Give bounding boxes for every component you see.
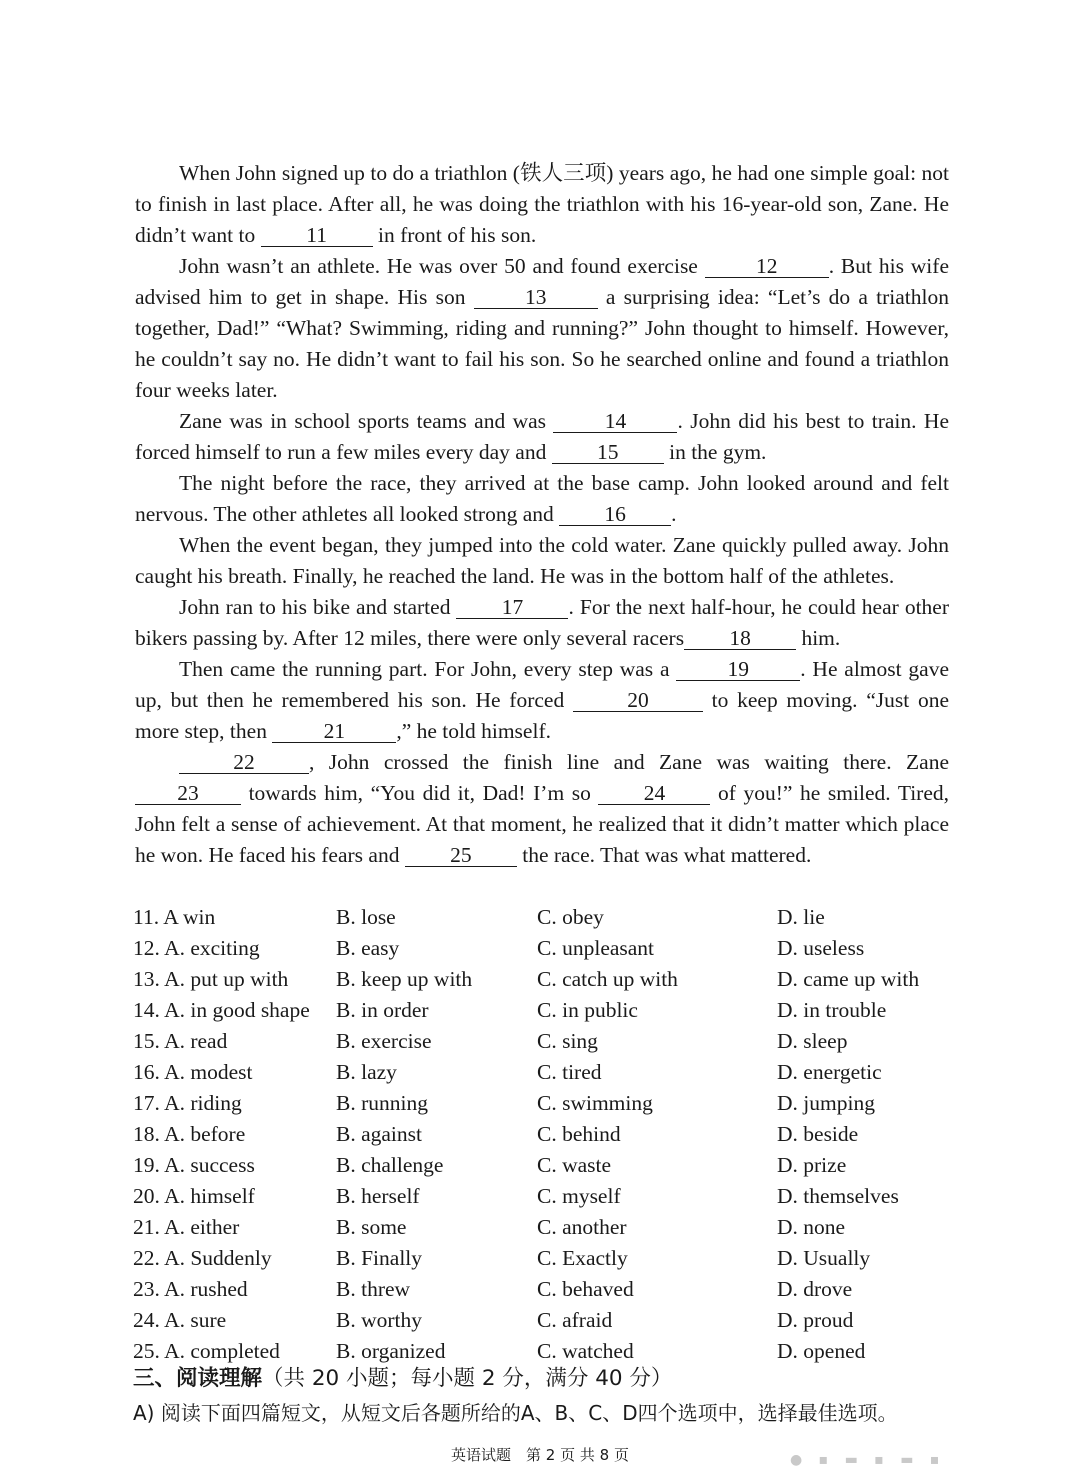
paragraph-text: When John signed up to do a triathlon (铁人三项) years ago, he had one simple goal: not to finish in last place. After all, he was doing the triathlon with his 16-year-old son, Zane. He didn’t want to bbox=[135, 161, 949, 247]
option-c: C. unpleasant bbox=[537, 936, 655, 960]
option-b: B. herself bbox=[336, 1184, 420, 1208]
blank-21: 21 bbox=[272, 720, 396, 743]
paragraph-4 bbox=[135, 468, 949, 530]
paragraph-text: John wasn’t an athlete. He was over 50 and found exercise bbox=[179, 254, 705, 278]
paragraph-text: of you!” he smiled. Tired, John felt a sense of achievement. At that moment, he realized that it didn’t matter which place he won. He faced his fears and bbox=[135, 781, 949, 867]
option-c: C. behind bbox=[537, 1122, 621, 1146]
option-d: D. Usually bbox=[777, 1246, 871, 1270]
paragraph-text: in the gym. bbox=[663, 440, 767, 464]
option-c: C. obey bbox=[537, 905, 604, 929]
paragraph-text: . bbox=[671, 502, 677, 526]
option-c: C. sing bbox=[537, 1029, 598, 1053]
option-d: D. opened bbox=[777, 1339, 866, 1363]
option-b: B. lazy bbox=[336, 1060, 397, 1084]
blank-11: 11 bbox=[261, 224, 373, 247]
option-a: 18. A. before bbox=[133, 1122, 246, 1146]
option-b: B. organized bbox=[336, 1339, 446, 1363]
paragraph-1 bbox=[135, 158, 949, 251]
option-d: D. energetic bbox=[777, 1060, 882, 1084]
option-c: C. afraid bbox=[537, 1308, 613, 1332]
option-b: B. easy bbox=[336, 936, 400, 960]
cloze-passage bbox=[135, 158, 949, 871]
option-d: D. useless bbox=[777, 936, 865, 960]
paragraph-text: Then came the running part. For John, every step was a bbox=[179, 657, 677, 681]
option-a: 22. A. Suddenly bbox=[133, 1246, 272, 1270]
option-c: C. behaved bbox=[537, 1277, 634, 1301]
option-a: 16. A. modest bbox=[133, 1060, 253, 1084]
paragraph-text: a surprising idea: “Let’s do a triathlon together, Dad!” “What? Swimming, riding and running?” John thought to himself. However, he couldn’t say no. He didn’t want to fail his son. So he searched online and found a triathlon four weeks later. bbox=[135, 285, 949, 402]
question-20-options bbox=[133, 1181, 953, 1212]
blank-14: 14 bbox=[553, 410, 677, 433]
option-b: B. threw bbox=[336, 1277, 411, 1301]
question-17-options bbox=[133, 1088, 953, 1119]
paragraph-text: , John crossed the finish line and Zane was waiting there. Zane bbox=[309, 750, 949, 774]
section-title: 三、阅读理解 bbox=[133, 1366, 263, 1391]
option-a: 20. A. himself bbox=[133, 1184, 255, 1208]
paragraph-text: in front of his son. bbox=[372, 223, 537, 247]
paragraph-text: The night before the race, they arrived at the base camp. John looked around and felt nervous. The other athletes all looked strong and bbox=[135, 471, 949, 526]
option-b: B. worthy bbox=[336, 1308, 422, 1332]
option-c: C. catch up with bbox=[537, 967, 678, 991]
option-c: C. watched bbox=[537, 1339, 634, 1363]
blank-24: 24 bbox=[598, 782, 710, 805]
paragraph-text: When the event began, they jumped into the cold water. Zane quickly pulled away. John caught his breath. Finally, he reached the land. He was in the bottom half of the athletes. bbox=[135, 533, 949, 588]
section-note: （共 20 小题；每小题 2 分，满分 40 分） bbox=[262, 1366, 673, 1391]
option-d: D. none bbox=[777, 1215, 846, 1239]
question-22-options bbox=[133, 1243, 953, 1274]
option-a: 24. A. sure bbox=[133, 1308, 227, 1332]
question-18-options bbox=[133, 1119, 953, 1150]
paragraph-text: Zane was in school sports teams and was bbox=[179, 409, 554, 433]
paragraph-text: . He almost gave up, but then he remembered his son. He forced bbox=[135, 657, 949, 712]
section-heading bbox=[133, 1363, 672, 1395]
option-d: D. in trouble bbox=[777, 998, 887, 1022]
option-b: B. challenge bbox=[336, 1153, 444, 1177]
option-d: D. themselves bbox=[777, 1184, 899, 1208]
blank-22: 22 bbox=[179, 751, 309, 774]
option-c: C. Exactly bbox=[537, 1246, 628, 1270]
blank-13: 13 bbox=[474, 286, 598, 309]
paragraph-text: . For the next half-hour, he could hear other bikers passing by. After 12 miles, there were only several racers bbox=[135, 595, 949, 650]
option-c: C. swimming bbox=[537, 1091, 653, 1115]
option-c: C. waste bbox=[537, 1153, 612, 1177]
option-b: B. keep up with bbox=[336, 967, 473, 991]
question-16-options bbox=[133, 1057, 953, 1088]
paragraph-text: to keep moving. “Just one more step, then bbox=[135, 688, 949, 743]
option-a: 25. A. completed bbox=[133, 1339, 280, 1363]
paragraph-7 bbox=[135, 654, 949, 747]
option-a: 23. A. rushed bbox=[133, 1277, 248, 1301]
watermark-logo: ● ▪ ▬ ▪ ▬ ▪ bbox=[790, 1452, 946, 1468]
option-c: C. tired bbox=[537, 1060, 602, 1084]
option-a: 21. A. either bbox=[133, 1215, 240, 1239]
option-b: B. against bbox=[336, 1122, 422, 1146]
blank-25: 25 bbox=[405, 844, 517, 867]
paragraph-6 bbox=[135, 592, 949, 654]
option-b: B. exercise bbox=[336, 1029, 432, 1053]
question-23-options bbox=[133, 1274, 953, 1305]
question-21-options bbox=[133, 1212, 953, 1243]
question-11-options bbox=[133, 902, 953, 933]
option-a: 14. A. in good shape bbox=[133, 998, 310, 1022]
option-d: D. beside bbox=[777, 1122, 859, 1146]
option-c: C. myself bbox=[537, 1184, 621, 1208]
paragraph-3 bbox=[135, 406, 949, 468]
question-12-options bbox=[133, 933, 953, 964]
blank-12: 12 bbox=[705, 255, 829, 278]
option-a: 13. A. put up with bbox=[133, 967, 289, 991]
blank-15: 15 bbox=[552, 441, 664, 464]
question-13-options bbox=[133, 964, 953, 995]
option-c: C. in public bbox=[537, 998, 638, 1022]
option-c: C. another bbox=[537, 1215, 627, 1239]
option-d: D. jumping bbox=[777, 1091, 875, 1115]
question-19-options bbox=[133, 1150, 953, 1181]
paragraph-5 bbox=[135, 530, 949, 592]
reading-instruction: A) 阅读下面四篇短文，从短文后各题所给的A、B、C、D四个选项中，选择最佳选项。 bbox=[133, 1401, 898, 1425]
blank-18: 18 bbox=[684, 627, 796, 650]
question-14-options bbox=[133, 995, 953, 1026]
option-a: 17. A. riding bbox=[133, 1091, 242, 1115]
option-d: D. came up with bbox=[777, 967, 920, 991]
blank-17: 17 bbox=[456, 596, 568, 619]
option-a: 19. A. success bbox=[133, 1153, 255, 1177]
option-b: B. Finally bbox=[336, 1246, 423, 1270]
paragraph-text: the race. That was what mattered. bbox=[516, 843, 812, 867]
question-15-options bbox=[133, 1026, 953, 1057]
paragraph-text: John ran to his bike and started bbox=[179, 595, 457, 619]
question-24-options bbox=[133, 1305, 953, 1336]
paragraph-text: . John did his best to train. He forced himself to run a few miles every day and bbox=[135, 409, 949, 464]
option-d: D. sleep bbox=[777, 1029, 848, 1053]
option-b: B. in order bbox=[336, 998, 429, 1022]
option-b: B. some bbox=[336, 1215, 407, 1239]
option-a: 12. A. exciting bbox=[133, 936, 260, 960]
option-a: 15. A. read bbox=[133, 1029, 228, 1053]
paragraph-8 bbox=[135, 747, 949, 871]
blank-19: 19 bbox=[676, 658, 800, 681]
option-a: 11. A win bbox=[133, 905, 216, 929]
blank-16: 16 bbox=[559, 503, 671, 526]
paragraph-2 bbox=[135, 251, 949, 406]
blank-20: 20 bbox=[573, 689, 703, 712]
option-d: D. drove bbox=[777, 1277, 853, 1301]
page-footer: 英语试题 第 2 页 共 8 页 bbox=[451, 1446, 629, 1464]
paragraph-text: towards him, “You did it, Dad! I’m so bbox=[241, 781, 599, 805]
paragraph-text: him. bbox=[796, 626, 841, 650]
option-b: B. running bbox=[336, 1091, 428, 1115]
option-d: D. proud bbox=[777, 1308, 854, 1332]
answer-options bbox=[133, 902, 953, 1367]
paragraph-text: ,” he told himself. bbox=[396, 719, 551, 743]
option-d: D. prize bbox=[777, 1153, 847, 1177]
option-b: B. lose bbox=[336, 905, 396, 929]
option-d: D. lie bbox=[777, 905, 825, 929]
blank-23: 23 bbox=[135, 782, 241, 805]
paragraph-text: . But his wife advised him to get in shape. His son bbox=[135, 254, 949, 309]
